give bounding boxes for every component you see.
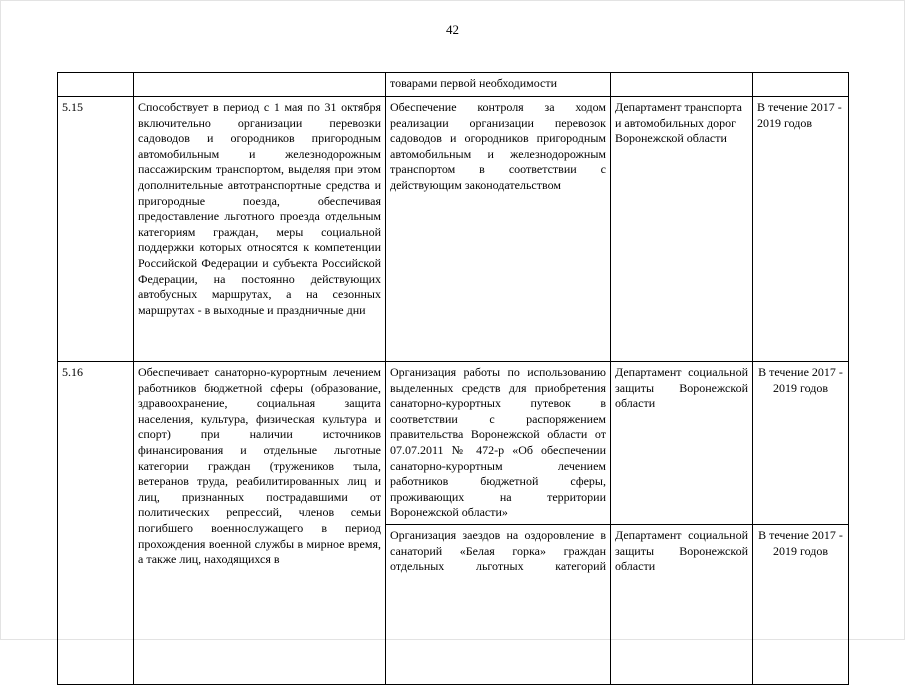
row-number-cell: 5.15	[58, 97, 134, 362]
expected-result-cell: Обеспечение контроля за ходом реализации организации перевозок садоводов и огородников пригородным автомобильным и железнодорожным транспортом в соответствии с действующим законодательством	[386, 97, 611, 362]
activity-cell	[134, 73, 386, 97]
department-cell	[611, 73, 753, 97]
expected-result-cell: товарами первой необходимости	[386, 73, 611, 97]
table-row	[58, 97, 849, 362]
period-cell	[753, 73, 849, 97]
expected-result-cell: Организация заездов на оздоровление в санаторий «Белая горка» граждан отдельных льготных категорий	[386, 524, 611, 684]
table-row	[58, 73, 849, 97]
period-cell: В течение 2017 - 2019 годов	[753, 524, 849, 684]
department-cell: Департамент социальной защиты Воронежской области	[611, 362, 753, 525]
row-number-cell: 5.16	[58, 362, 134, 685]
period-cell: В течение 2017 - 2019 годов	[753, 362, 849, 525]
activity-cell: Обеспечивает санаторно-курортным лечением работников бюджетной сферы (образование, здравоохранение, социальная защита населения, культура, физическая культура и спорт) при наличии источников финансирования и отдельные льготные категории граждан (тружеников тыла, ветеранов труда, реабилитированных лиц и лиц, признанных пострадавшими от политических репрессий, членов семьи погибшего военнослужащего в период прохождения военной службы в мирное время, а также лиц, находящихся в	[134, 362, 386, 685]
period-cell: В течение 2017 - 2019 годов	[753, 97, 849, 362]
table-row	[58, 362, 849, 525]
department-cell: Департамент транспорта и автомобильных дорог Воронежской области	[611, 97, 753, 362]
activity-cell: Способствует в период с 1 мая по 31 октября включительно организации перевозки садоводов и огородников пригородным автомобильным и железнодорожным пассажирским транспортом, выделяя при этом дополнительные автотранспортные средства и пригородные поезда, обеспечивая предоставление льготного проезда отдельным категориям граждан, меры социальной поддержки которых относятся к компетенции Российской Федерации и субъекта Российской Федерации, на постоянно действующих автобусных маршрутах, а на сезонных маршрутах - в выходные и праздничные дни	[134, 97, 386, 362]
department-cell: Департамент социальной защиты Воронежской области	[611, 524, 753, 684]
page-number: 42	[446, 22, 459, 37]
row-number-cell	[58, 73, 134, 97]
expected-result-cell: Организация работы по использованию выделенных средств для приобретения санаторно-курортных путевок в соответствии с распоряжением правительства Воронежской области от 07.07.2011 № 472-р «Об обеспечении санаторно-курортным лечением работников бюджетной сферы, проживающих на территории Воронежской области»	[386, 362, 611, 525]
measures-table	[57, 72, 849, 685]
